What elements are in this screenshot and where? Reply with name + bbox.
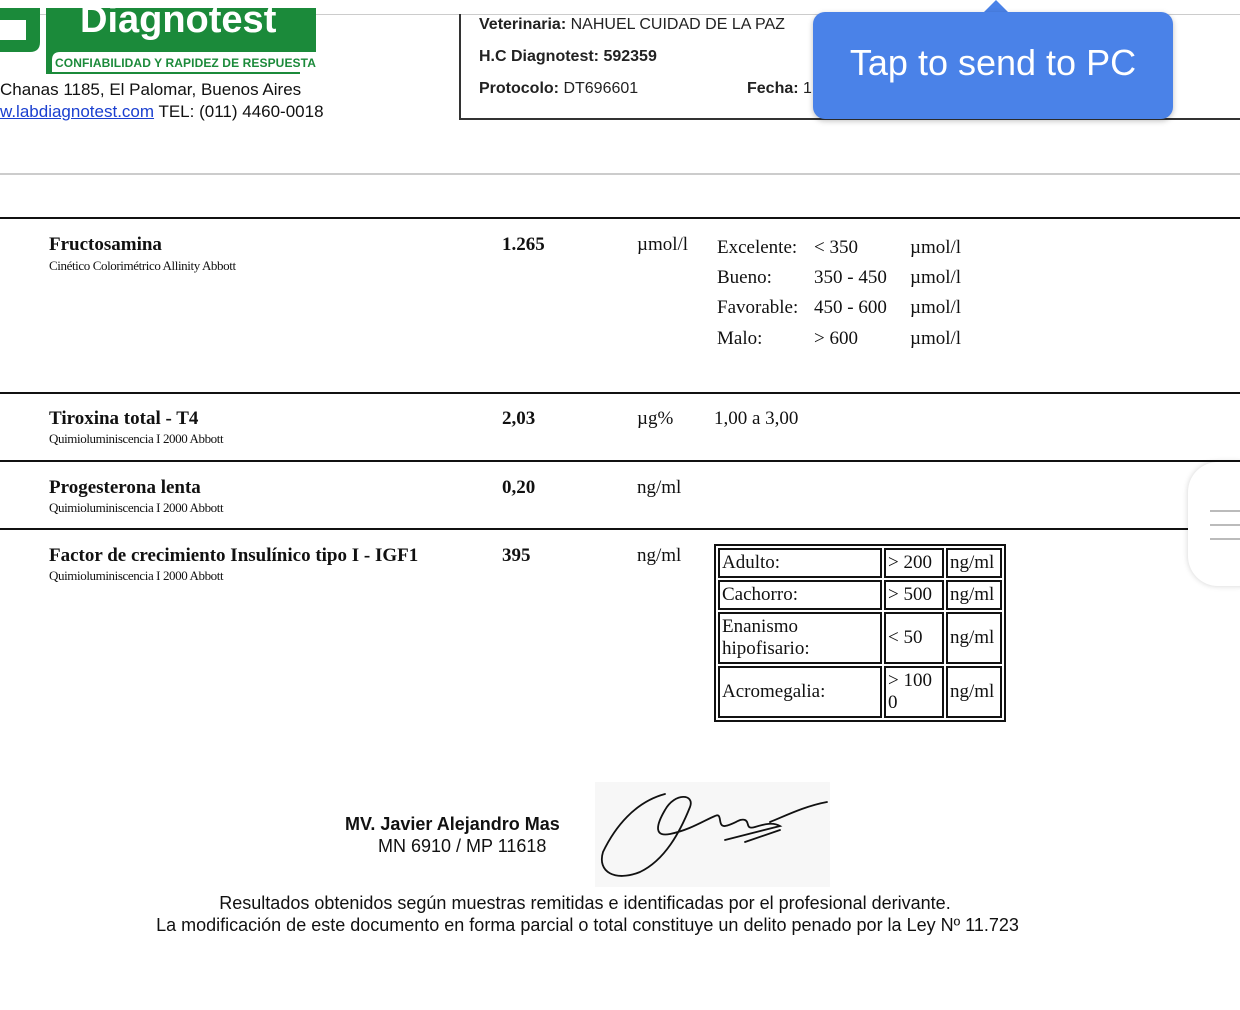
ref-label: Acromegalia: bbox=[718, 666, 882, 718]
igf1-reference-table bbox=[714, 544, 1006, 722]
send-to-pc-toast[interactable] bbox=[813, 12, 1173, 119]
test-name-progesterona: Progesterona lenta bbox=[49, 477, 201, 498]
ref-label: Enanismo hipofisario: bbox=[718, 612, 882, 664]
test-value-igf1: 395 bbox=[502, 545, 531, 566]
test-value-progesterona: 0,20 bbox=[502, 477, 536, 498]
row-divider bbox=[0, 217, 1240, 219]
hc-line: H.C Diagnotest: 592359 bbox=[479, 48, 657, 65]
ref-range: < 50 bbox=[884, 612, 944, 664]
ref-unit: µmol/l bbox=[910, 328, 962, 349]
lab-contact bbox=[0, 102, 324, 122]
protocolo-value: DT696601 bbox=[563, 80, 639, 97]
ref-label: Cachorro: bbox=[718, 580, 882, 610]
signature-stroke bbox=[602, 794, 827, 876]
test-unit-igf1: ng/ml bbox=[637, 545, 682, 566]
ref-unit: ng/ml bbox=[946, 580, 1002, 610]
table-row bbox=[718, 548, 1002, 578]
test-method-fructosamina: Cinético Colorimétrico Allinity Abbott bbox=[49, 258, 236, 273]
ref-unit: ng/ml bbox=[946, 612, 1002, 664]
ref-label: Bueno: bbox=[717, 267, 772, 288]
signer-name: MV. Javier Alejandro Mas bbox=[345, 814, 560, 834]
table-row bbox=[718, 580, 1002, 610]
handle-line bbox=[1210, 538, 1240, 540]
handwritten-signature bbox=[595, 782, 830, 887]
test-unit-tiroxina: µg% bbox=[637, 408, 674, 429]
ref-range: > 500 bbox=[884, 580, 944, 610]
ref-label: Adulto: bbox=[718, 548, 882, 578]
toast-label: Tap to send to PC bbox=[849, 42, 1137, 83]
test-value-fructosamina: 1.265 bbox=[502, 234, 545, 255]
handle-line bbox=[1210, 510, 1240, 512]
handle-line bbox=[1210, 524, 1240, 526]
test-method-tiroxina: Quimioluminiscencia I 2000 Abbott bbox=[49, 431, 224, 446]
fecha-value: 1 bbox=[803, 80, 812, 97]
ref-range-tiroxina: 1,00 a 3,00 bbox=[714, 408, 799, 429]
disclaimer-line-2: La modificación de este documento en forma parcial o total constituye un delito penado por la Ley Nº 11.723 bbox=[156, 915, 1019, 935]
ref-range: > 600 bbox=[814, 328, 858, 349]
phone-number: TEL: (011) 4460-0018 bbox=[154, 102, 324, 121]
test-unit-fructosamina: µmol/l bbox=[637, 234, 689, 255]
test-value-tiroxina: 2,03 bbox=[502, 408, 536, 429]
protocolo-line: Protocolo: DT696601 bbox=[479, 80, 639, 97]
row-divider bbox=[0, 460, 1240, 462]
ref-unit: µmol/l bbox=[910, 267, 962, 288]
fecha-line: Fecha: 1 bbox=[747, 80, 812, 97]
veterinaria-line: Veterinaria: NAHUEL CUIDAD DE LA PAZ bbox=[479, 16, 785, 33]
logo-tagline: CONFIABILIDAD Y RAPIDEZ DE RESPUESTA bbox=[55, 56, 316, 70]
table-row bbox=[718, 612, 1002, 664]
ref-range: 450 - 600 bbox=[814, 297, 887, 318]
ref-label: Excelente: bbox=[717, 237, 798, 258]
row-divider bbox=[0, 528, 1240, 530]
ref-label: Malo: bbox=[717, 328, 763, 349]
ref-range: < 350 bbox=[814, 237, 858, 258]
test-name-fructosamina: Fructosamina bbox=[49, 234, 162, 255]
hc-value: 592359 bbox=[603, 48, 657, 65]
ref-range: > 200 bbox=[884, 548, 944, 578]
ref-unit: ng/ml bbox=[946, 548, 1002, 578]
row-divider bbox=[0, 392, 1240, 394]
signer-license: MN 6910 / MP 11618 bbox=[378, 836, 547, 856]
ref-unit: ng/ml bbox=[946, 666, 1002, 718]
test-method-igf1: Quimioluminiscencia I 2000 Abbott bbox=[49, 568, 224, 583]
ref-label: Favorable: bbox=[717, 297, 799, 318]
table-row bbox=[718, 666, 1002, 718]
side-drawer-handle[interactable] bbox=[1188, 462, 1240, 586]
ref-unit: µmol/l bbox=[910, 297, 962, 318]
disclaimer-line-1: Resultados obtenidos según muestras remitidas e identificadas por el profesional derivante. bbox=[219, 893, 951, 913]
veterinaria-value: NAHUEL CUIDAD DE LA PAZ bbox=[570, 16, 785, 33]
test-name-igf1: Factor de crecimiento Insulínico tipo I - IGF1 bbox=[49, 545, 419, 566]
ref-unit: µmol/l bbox=[910, 237, 962, 258]
ref-range: 350 - 450 bbox=[814, 267, 887, 288]
test-unit-progesterona: ng/ml bbox=[637, 477, 682, 498]
test-method-progesterona: Quimioluminiscencia I 2000 Abbott bbox=[49, 500, 224, 515]
test-name-tiroxina: Tiroxina total - T4 bbox=[49, 408, 199, 429]
lab-address: Chanas 1185, El Palomar, Buenos Aires bbox=[0, 80, 302, 99]
ref-range: > 1000 bbox=[884, 666, 944, 718]
website-link[interactable]: w.labdiagnotest.com bbox=[0, 102, 155, 121]
logo-wordmark: Diagnotest bbox=[80, 0, 277, 41]
header-divider bbox=[0, 173, 1240, 175]
logo-mark bbox=[0, 8, 40, 52]
